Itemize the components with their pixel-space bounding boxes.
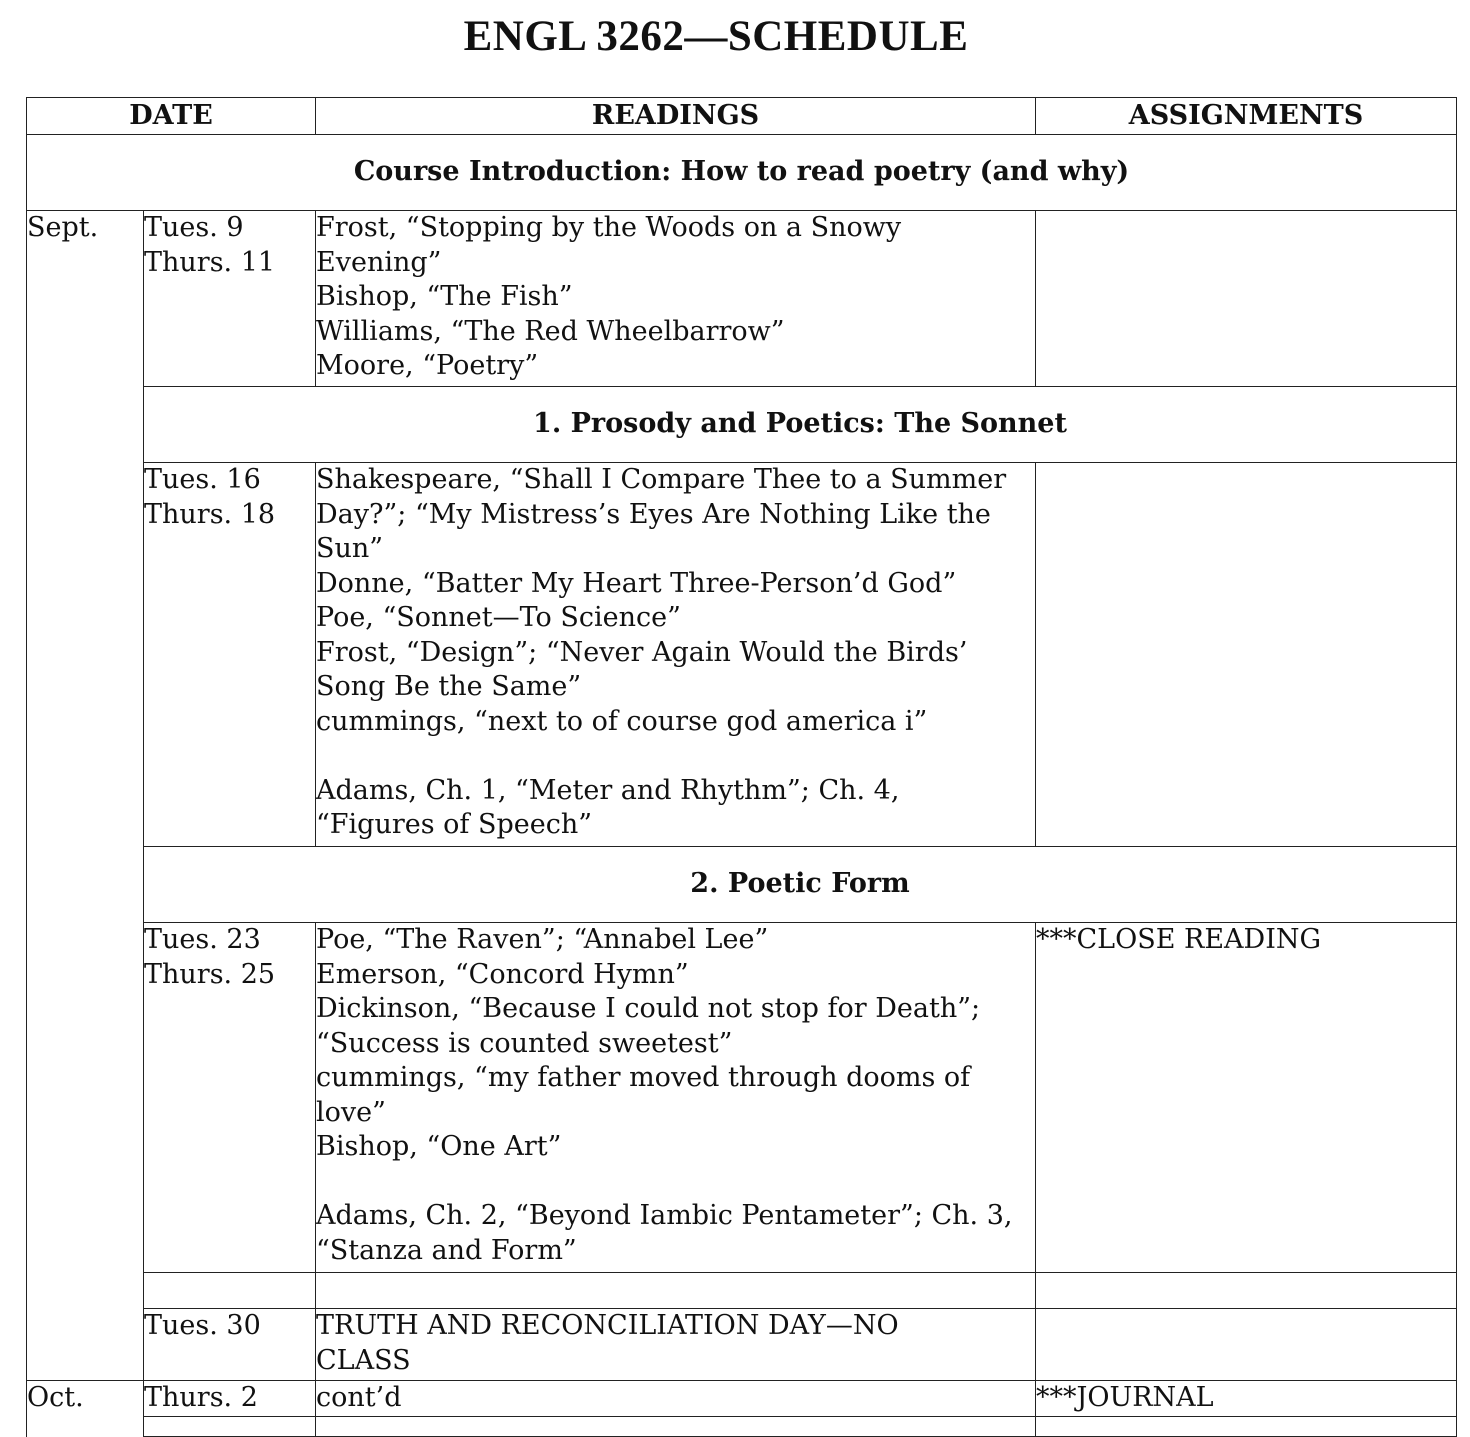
reading-line: love” [316,1096,386,1128]
month-spacer [27,1273,144,1309]
month-spacer [27,387,144,463]
section-row [27,387,1457,463]
empty-cell [316,1273,1036,1309]
month-spacer [27,847,144,923]
empty-row [27,1417,1457,1437]
day-label: Tues. 30 [144,1310,261,1341]
table-row [27,923,1457,1273]
reading-line: Poe, “The Raven”; “Annabel Lee” [316,924,769,955]
readings-cell [316,1381,1036,1417]
month-spacer [27,923,144,1273]
month-spacer [27,463,144,847]
days-cell [144,211,316,387]
reading-line: “Figures of Speech” [316,809,593,840]
readings-cell [316,211,1036,387]
reading-line: cummings, “next to of course god america i” [316,705,928,737]
header-readings: READINGS [316,98,1036,135]
month-spacer [27,1309,144,1381]
header-assignments: ASSIGNMENTS [1036,98,1457,135]
reading-line: TRUTH AND RECONCILIATION DAY—NO [316,1310,899,1341]
section-row [27,847,1457,923]
assignment-cell: ***CLOSE READING [1036,923,1457,1273]
readings-cell [316,463,1036,847]
reading-line: Emerson, “Concord Hymn” [316,958,689,990]
readings-cell [316,923,1036,1273]
empty-row [27,1273,1457,1309]
table-row [27,1381,1457,1417]
days-cell [144,1309,316,1381]
reading-line: Frost, “Stopping by the Woods on a Snowy [316,212,902,243]
empty-cell [1036,1273,1457,1309]
schedule-table [26,97,1457,1437]
section-form: 2. Poetic Form [144,847,1457,923]
reading-line: Dickinson, “Because I could not stop for Death”; [316,993,981,1024]
day-label: Tues. 9 [144,212,244,243]
empty-cell [316,1417,1036,1437]
day-label: Tues. 23 [144,924,261,955]
reading-line: “Success is counted sweetest” [316,1027,733,1059]
month-spacer [27,1417,144,1437]
table-row [27,463,1457,847]
reading-gap [316,1165,1035,1200]
reading-line: Bishop, “The Fish” [316,281,573,312]
reading-line: Moore, “Poetry” [316,350,539,381]
reading-line: Sun” [316,533,384,564]
reading-line: Frost, “Design”; “Never Again Would the Birds’ [316,636,968,668]
reading-line: Shakespeare, “Shall I Compare Thee to a Summer [316,464,1007,495]
assignment-cell [1036,463,1457,847]
reading-line: Poe, “Sonnet—To Science” [316,602,681,633]
days-cell [144,463,316,847]
reading-line: Adams, Ch. 1, “Meter and Rhythm”; Ch. 4, [316,774,900,806]
reading-line: cont’d [316,1382,402,1413]
reading-gap [316,739,1035,774]
reading-line: Song Be the Same” [316,671,582,702]
reading-line: Bishop, “One Art” [316,1131,562,1162]
reading-line: Evening” [316,246,442,278]
section-row [27,135,1457,211]
reading-line: Adams, Ch. 2, “Beyond Iambic Pentameter”; Ch. 3, [316,1200,1013,1231]
reading-line: Donne, “Batter My Heart Three-Person’d God” [316,567,957,599]
empty-cell [144,1273,316,1309]
reading-line: Day?”; “My Mistress’s Eyes Are Nothing Like the [316,498,991,530]
reading-line: CLASS [316,1344,411,1376]
header-row [27,98,1457,135]
page-title: ENGL 3262—SCHEDULE [463,13,969,60]
assignment-cell: ***JOURNAL [1036,1381,1457,1417]
table-row [27,211,1457,387]
section-intro: Course Introduction: How to read poetry (and why) [27,135,1457,211]
day-label: Tues. 16 [144,464,261,495]
assignment-cell [1036,1309,1457,1381]
days-cell [144,923,316,1273]
table-row [27,1309,1457,1381]
reading-line: cummings, “my father moved through dooms of [316,1062,971,1093]
header-date: DATE [27,98,316,135]
days-cell [144,1381,316,1417]
day-label: Thurs. 11 [144,246,276,278]
month-label: Sept. [27,211,144,387]
day-label: Thurs. 25 [144,958,276,990]
empty-cell [144,1417,316,1437]
assignment-cell [1036,211,1457,387]
day-label: Thurs. 2 [144,1382,258,1413]
section-sonnet: 1. Prosody and Poetics: The Sonnet [144,387,1457,463]
reading-line: “Stanza and Form” [316,1234,577,1266]
empty-cell [1036,1417,1457,1437]
readings-cell [316,1309,1036,1381]
month-label: Oct. [27,1381,144,1417]
reading-line: Williams, “The Red Wheelbarrow” [316,315,785,347]
day-label: Thurs. 18 [144,498,276,530]
